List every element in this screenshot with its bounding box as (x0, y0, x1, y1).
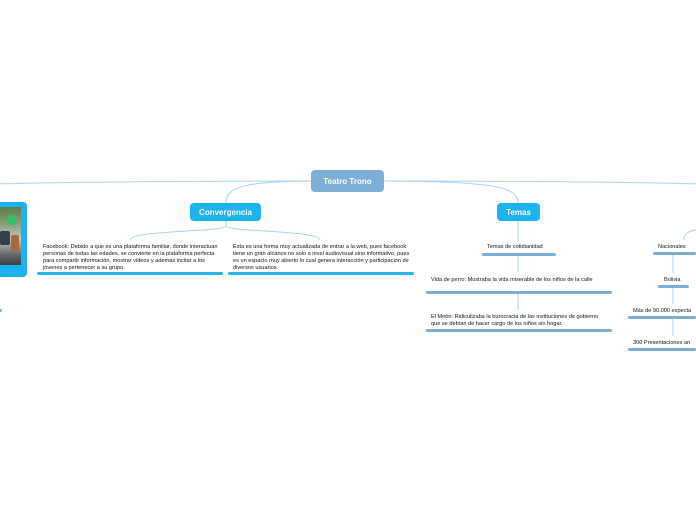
convergencia-item-underline (228, 272, 414, 275)
temas-item-text: Temas de cotidianidad (487, 244, 543, 250)
temas-item-vida-de-perro[interactable] (431, 277, 607, 284)
theater-photo (0, 207, 21, 265)
photo-figure (8, 215, 16, 225)
espectadores-item-underline (628, 316, 696, 319)
bolivia-item-underline (658, 285, 689, 288)
temas-label: Temas (506, 207, 531, 217)
nacionales-item-underline (653, 252, 696, 255)
temas-item-text: El Meón: Ridiculizaba la burocracia de las instituciones de gobierno que se debían de hacer cargo de los niños sin hogar. (431, 314, 599, 327)
photo-figure (11, 235, 19, 251)
photo-card[interactable] (0, 202, 27, 277)
root-node[interactable] (311, 170, 384, 192)
presentaciones-item[interactable] (633, 340, 690, 347)
temas-item-underline (482, 253, 556, 256)
temas-item-underline (426, 291, 612, 294)
espectadores-item-text: Más de 90.000 especta (633, 308, 692, 314)
presentaciones-item-underline (628, 348, 696, 351)
temas-node[interactable] (497, 203, 540, 221)
temas-item-underline (426, 329, 612, 332)
photo-figure (0, 231, 10, 245)
convergencia-label: Convergencia (199, 207, 252, 217)
convergencia-item-text: Esta es una forma muy actualizada de entrar a la web, pues facebook tiene un gran alcance no solo a nivel audiovisual sino informativo, pues es un espacio muy abierto lo cual genera interacción y participación de diversos usuarios. (233, 244, 410, 271)
temas-item-text: Vida de perro: Mostraba la vida miserable de los niños de la calle (431, 277, 593, 283)
convergencia-item-web[interactable] (233, 244, 411, 272)
convergencia-node[interactable] (190, 203, 261, 221)
espectadores-item[interactable] (633, 308, 691, 315)
root-label: Teatro Trono (323, 176, 372, 186)
convergencia-item-text: Facebook: Debido a que es una plataforma familiar, donde interactuan personas de todas las edades, se convierte en la plataforma perfecta para compartir información, mostrar videos y ademas incitar a los jóvenes a pertenecer a su grupo. (43, 244, 218, 271)
nacionales-item[interactable] (658, 244, 686, 251)
convergencia-item-underline (37, 272, 223, 275)
temas-item-cotidianidad[interactable] (487, 244, 567, 251)
presentaciones-item-text: 300 Presentaciones an (633, 340, 691, 346)
temas-item-el-meon[interactable] (431, 314, 609, 328)
bolivia-item-text: Bolivia (664, 277, 681, 283)
convergencia-item-facebook[interactable] (43, 244, 223, 272)
bolivia-item[interactable] (664, 277, 680, 284)
nacionales-item-text: Nacionales (658, 244, 686, 250)
